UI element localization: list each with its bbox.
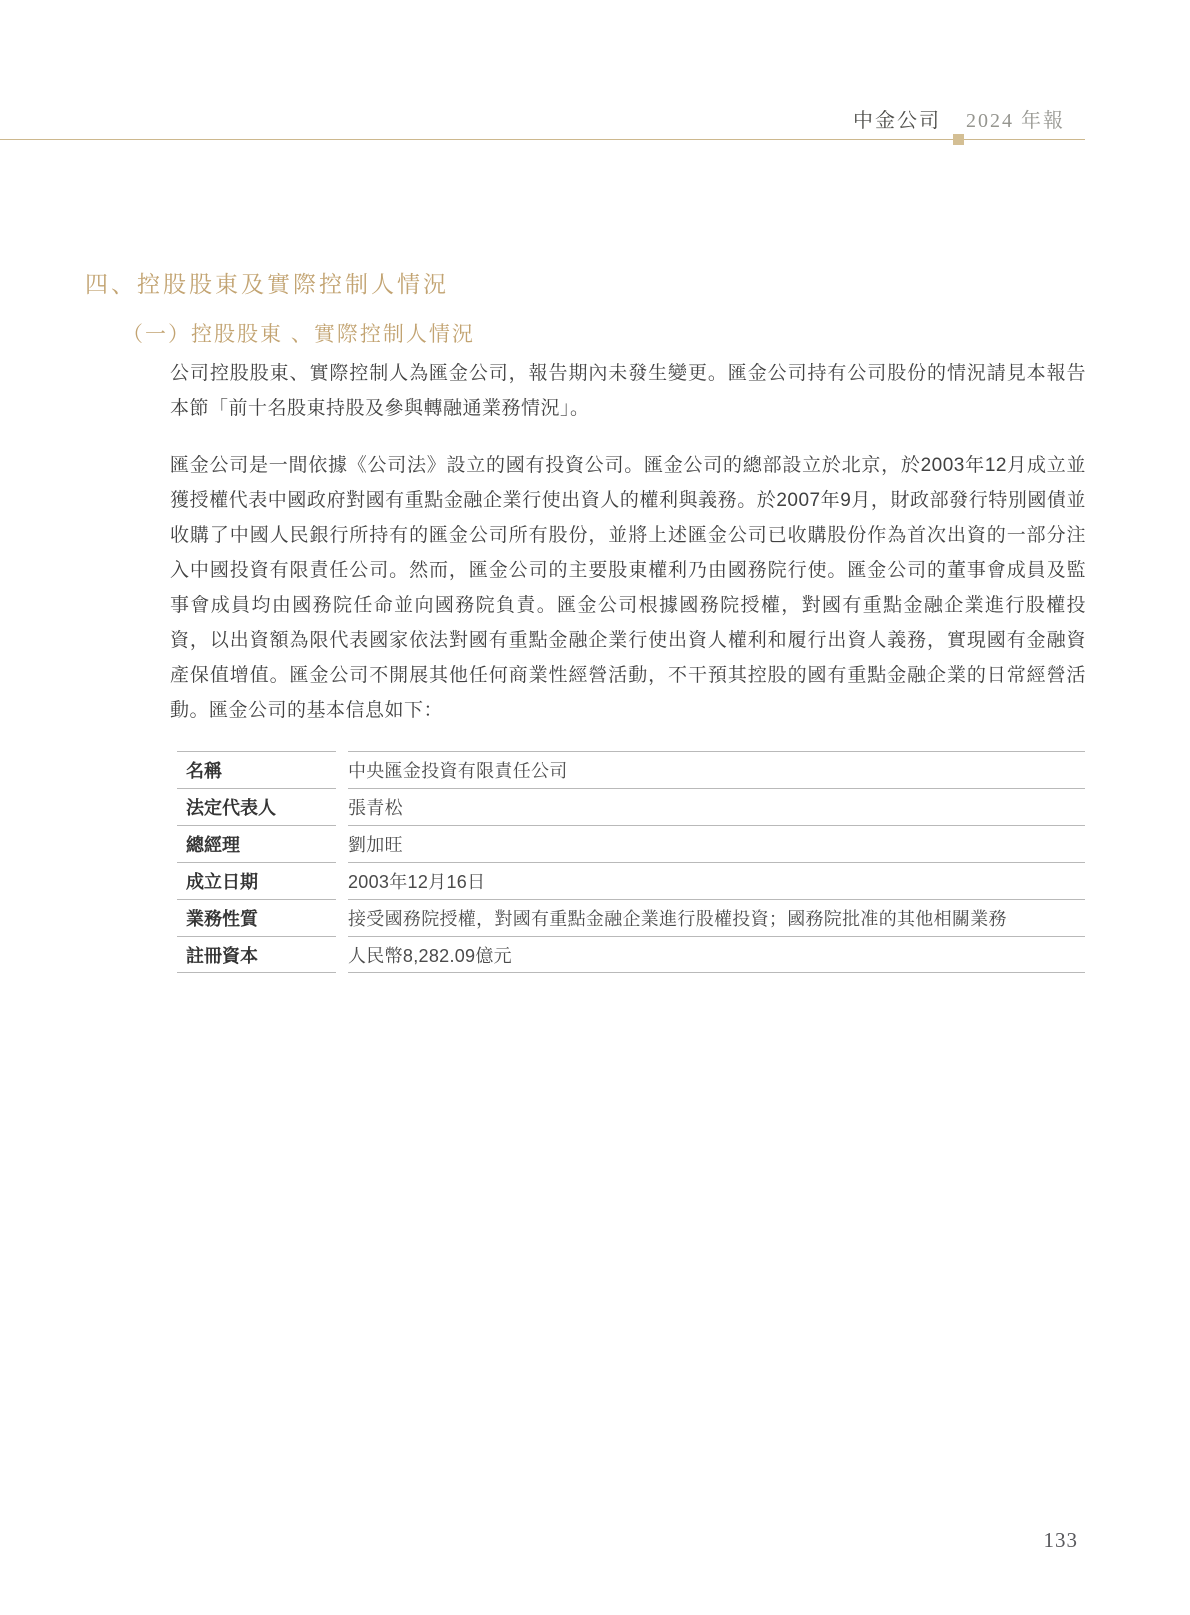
table-row-value: 張青松 [348,788,1085,825]
table-row-value: 中央匯金投資有限責任公司 [348,751,1085,788]
table-row-label: 名稱 [177,751,336,788]
header-ornament-square [953,134,964,145]
huijin-basic-info-table [177,751,1085,973]
table-row-value: 人民幣8,282.09億元 [348,936,1085,973]
table-row [177,751,1085,788]
table-row [177,825,1085,862]
table-row-label: 成立日期 [177,862,336,899]
table-row [177,936,1085,973]
table-row-label: 法定代表人 [177,788,336,825]
table-row-value: 接受國務院授權，對國有重點金融企業進行股權投資；國務院批准的其他相關業務 [348,899,1085,936]
page-number: 133 [1043,1528,1078,1552]
table-row [177,788,1085,825]
table-row [177,899,1085,936]
subsection-title: （一）控股股東 、實際控制人情況 [122,323,475,346]
table-row-label: 業務性質 [177,899,336,936]
table-row-label: 總經理 [177,825,336,862]
paragraph-huijin-description: 匯金公司是一間依據《公司法》設立的國有投資公司。匯金公司的總部設立於北京，於2003年12月成立並獲授權代表中國政府對國有重點金融企業行使出資人的權利與義務。於2007年9月，財政部發行特別國債並收購了中國人民銀行所持有的匯金公司所有股份，並將上述匯金公司已收購股份作為首次出資的一部分注入中國投資有限責任公司。然而，匯金公司的主要股東權利乃由國務院行使。匯金公司的董事會成員及監事會成員均由國務院任命並向國務院負責。匯金公司根據國務院授權，對國有重點金融企業進行股權投資，以出資額為限代表國家依法對國有重點金融企業行使出資人權利和履行出資人義務，實現國有金融資產保值增值。匯金公司不開展其他任何商業性經營活動，不干預其控股的國有重點金融企業的日常經營活動。匯金公司的基本信息如下： [170,455,1086,721]
paragraph-controlling-shareholder: 公司控股股東、實際控制人為匯金公司，報告期內未發生變更。匯金公司持有公司股份的情況請見本報告本節「前十名股東持股及參與轉融通業務情況」。 [170,363,1086,419]
header-report-title: 2024 年報 [966,110,1065,132]
table-row-value: 2003年12月16日 [348,862,1085,899]
table-row-value: 劉加旺 [348,825,1085,862]
running-header [853,104,1065,133]
header-rule [0,139,1085,140]
section-title: 四、控股股東及實際控制人情況 [85,271,449,297]
table-row-label: 註冊資本 [177,936,336,973]
header-company-name: 中金公司 [853,110,941,132]
table-row [177,862,1085,899]
